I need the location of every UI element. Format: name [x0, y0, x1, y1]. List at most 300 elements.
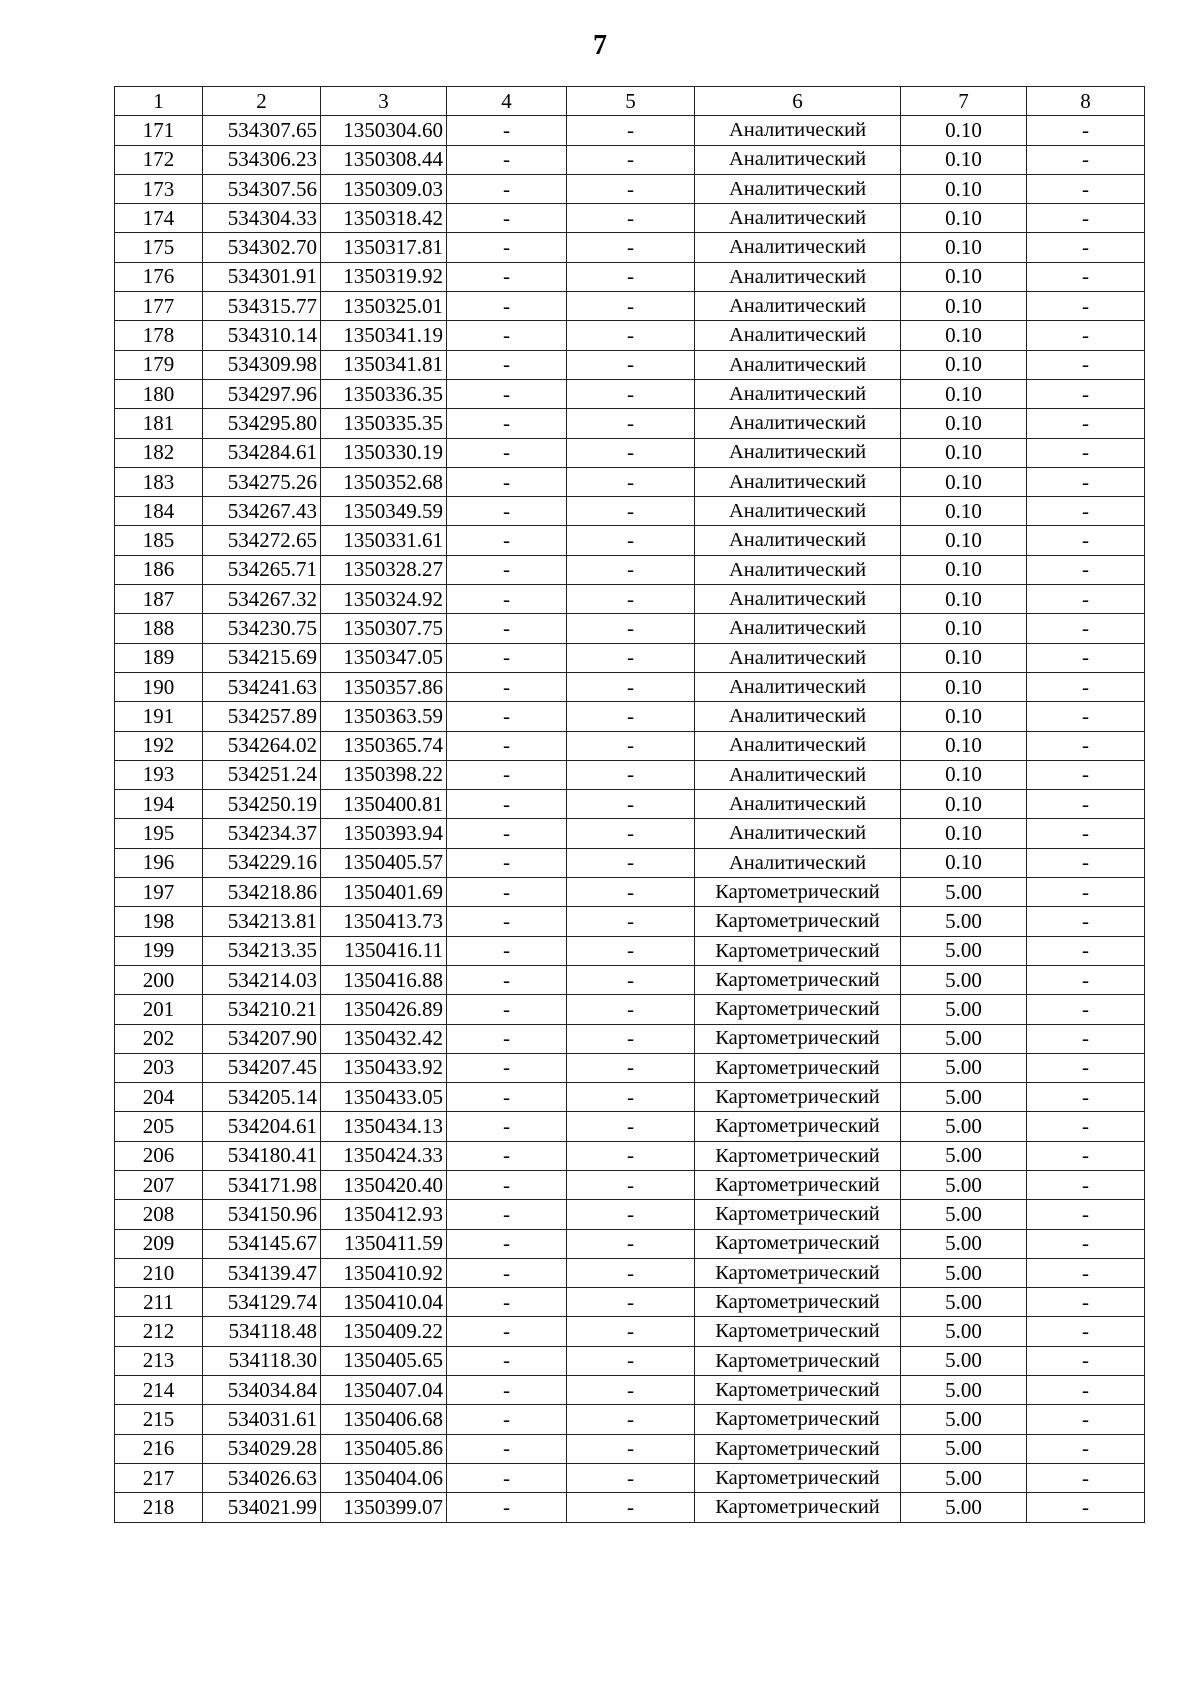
table-row [115, 409, 1145, 438]
accuracy: 5.00 [901, 1258, 1027, 1287]
column-5-value: - [567, 760, 695, 789]
column-4-value: - [447, 878, 567, 907]
accuracy: 0.10 [901, 409, 1027, 438]
column-4-value: - [447, 760, 567, 789]
column-8-value: - [1027, 585, 1145, 614]
column-5-value: - [567, 731, 695, 760]
column-8-value: - [1027, 1376, 1145, 1405]
point-number: 194 [115, 790, 203, 819]
coordinate-y: 1350331.61 [321, 526, 447, 555]
column-5-value: - [567, 936, 695, 965]
method: Картометрический [695, 1141, 901, 1170]
coordinate-x: 534297.96 [203, 379, 321, 408]
point-number: 195 [115, 819, 203, 848]
accuracy: 5.00 [901, 1434, 1027, 1463]
point-number: 181 [115, 409, 203, 438]
accuracy: 0.10 [901, 262, 1027, 291]
column-5-value: - [567, 145, 695, 174]
point-number: 182 [115, 438, 203, 467]
coordinate-x: 534304.33 [203, 204, 321, 233]
column-5-value: - [567, 965, 695, 994]
coordinate-y: 1350319.92 [321, 262, 447, 291]
accuracy: 0.10 [901, 321, 1027, 350]
point-number: 185 [115, 526, 203, 555]
table-row [115, 116, 1145, 145]
column-4-value: - [447, 1053, 567, 1082]
accuracy: 0.10 [901, 702, 1027, 731]
column-8-value: - [1027, 1024, 1145, 1053]
method: Аналитический [695, 438, 901, 467]
column-header: 6 [695, 87, 901, 116]
table-row [115, 379, 1145, 408]
method: Картометрический [695, 1434, 901, 1463]
column-5-value: - [567, 672, 695, 701]
table-row [115, 262, 1145, 291]
point-number: 175 [115, 233, 203, 262]
table-row [115, 936, 1145, 965]
coordinate-y: 1350399.07 [321, 1493, 447, 1522]
table-row [115, 526, 1145, 555]
column-4-value: - [447, 672, 567, 701]
coordinate-y: 1350406.68 [321, 1405, 447, 1434]
coordinate-x: 534213.35 [203, 936, 321, 965]
accuracy: 0.10 [901, 760, 1027, 789]
coordinate-y: 1350424.33 [321, 1141, 447, 1170]
column-8-value: - [1027, 878, 1145, 907]
column-4-value: - [447, 585, 567, 614]
column-5-value: - [567, 1493, 695, 1522]
column-4-value: - [447, 790, 567, 819]
coordinate-x: 534267.43 [203, 497, 321, 526]
coordinate-y: 1350410.04 [321, 1288, 447, 1317]
column-8-value: - [1027, 321, 1145, 350]
column-5-value: - [567, 233, 695, 262]
method: Аналитический [695, 585, 901, 614]
column-4-value: - [447, 702, 567, 731]
column-8-value: - [1027, 1405, 1145, 1434]
accuracy: 5.00 [901, 1024, 1027, 1053]
coordinate-x: 534275.26 [203, 467, 321, 496]
column-5-value: - [567, 204, 695, 233]
column-8-value: - [1027, 438, 1145, 467]
coordinate-x: 534306.23 [203, 145, 321, 174]
method: Картометрический [695, 1170, 901, 1199]
point-number: 209 [115, 1229, 203, 1258]
accuracy: 0.10 [901, 467, 1027, 496]
table-row [115, 145, 1145, 174]
coordinate-x: 534229.16 [203, 848, 321, 877]
column-4-value: - [447, 379, 567, 408]
accuracy: 5.00 [901, 965, 1027, 994]
point-number: 174 [115, 204, 203, 233]
column-8-value: - [1027, 555, 1145, 584]
coordinate-x: 534214.03 [203, 965, 321, 994]
column-5-value: - [567, 790, 695, 819]
coordinate-y: 1350336.35 [321, 379, 447, 408]
coordinate-y: 1350357.86 [321, 672, 447, 701]
accuracy: 5.00 [901, 1200, 1027, 1229]
coordinate-x: 534215.69 [203, 643, 321, 672]
page-number: 7 [593, 30, 607, 61]
point-number: 200 [115, 965, 203, 994]
column-8-value: - [1027, 350, 1145, 379]
coordinate-y: 1350308.44 [321, 145, 447, 174]
column-4-value: - [447, 1463, 567, 1492]
coordinate-x: 534210.21 [203, 995, 321, 1024]
coordinate-y: 1350393.94 [321, 819, 447, 848]
method: Картометрический [695, 1112, 901, 1141]
coordinate-x: 534272.65 [203, 526, 321, 555]
coordinate-x: 534309.98 [203, 350, 321, 379]
point-number: 193 [115, 760, 203, 789]
coordinate-y: 1350434.13 [321, 1112, 447, 1141]
column-5-value: - [567, 907, 695, 936]
accuracy: 5.00 [901, 1229, 1027, 1258]
coordinate-y: 1350401.69 [321, 878, 447, 907]
column-5-value: - [567, 321, 695, 350]
point-number: 179 [115, 350, 203, 379]
coordinate-x: 534315.77 [203, 292, 321, 321]
coordinate-x: 534205.14 [203, 1083, 321, 1112]
accuracy: 5.00 [901, 995, 1027, 1024]
coordinate-y: 1350325.01 [321, 292, 447, 321]
point-number: 178 [115, 321, 203, 350]
coordinate-y: 1350363.59 [321, 702, 447, 731]
method: Аналитический [695, 497, 901, 526]
accuracy: 5.00 [901, 1083, 1027, 1112]
column-5-value: - [567, 555, 695, 584]
column-8-value: - [1027, 116, 1145, 145]
accuracy: 5.00 [901, 1053, 1027, 1082]
column-5-value: - [567, 585, 695, 614]
column-5-value: - [567, 702, 695, 731]
column-8-value: - [1027, 995, 1145, 1024]
table-row [115, 790, 1145, 819]
coordinate-y: 1350413.73 [321, 907, 447, 936]
coordinate-y: 1350433.92 [321, 1053, 447, 1082]
column-8-value: - [1027, 497, 1145, 526]
table-row [115, 672, 1145, 701]
column-4-value: - [447, 1112, 567, 1141]
method: Картометрический [695, 1288, 901, 1317]
table-row [115, 1200, 1145, 1229]
column-8-value: - [1027, 1463, 1145, 1492]
method: Аналитический [695, 467, 901, 496]
table-row [115, 878, 1145, 907]
coordinate-x: 534180.41 [203, 1141, 321, 1170]
column-header: 4 [447, 87, 567, 116]
column-8-value: - [1027, 731, 1145, 760]
coordinate-x: 534204.61 [203, 1112, 321, 1141]
column-4-value: - [447, 1288, 567, 1317]
method: Картометрический [695, 1463, 901, 1492]
method: Картометрический [695, 1493, 901, 1522]
coordinate-y: 1350347.05 [321, 643, 447, 672]
column-8-value: - [1027, 204, 1145, 233]
column-5-value: - [567, 1258, 695, 1287]
coordinates-table [114, 86, 1145, 1523]
coordinate-y: 1350349.59 [321, 497, 447, 526]
coordinate-y: 1350398.22 [321, 760, 447, 789]
column-4-value: - [447, 995, 567, 1024]
coordinate-y: 1350307.75 [321, 614, 447, 643]
column-header: 1 [115, 87, 203, 116]
table-row [115, 292, 1145, 321]
method: Картометрический [695, 1024, 901, 1053]
column-8-value: - [1027, 292, 1145, 321]
table-row [115, 321, 1145, 350]
point-number: 173 [115, 174, 203, 203]
column-5-value: - [567, 1053, 695, 1082]
method: Картометрический [695, 1376, 901, 1405]
column-4-value: - [447, 907, 567, 936]
point-number: 171 [115, 116, 203, 145]
method: Картометрический [695, 995, 901, 1024]
column-8-value: - [1027, 819, 1145, 848]
column-5-value: - [567, 1317, 695, 1346]
column-header: 3 [321, 87, 447, 116]
column-5-value: - [567, 819, 695, 848]
table-row [115, 1053, 1145, 1082]
column-header: 7 [901, 87, 1027, 116]
column-4-value: - [447, 936, 567, 965]
coordinate-y: 1350317.81 [321, 233, 447, 262]
method: Аналитический [695, 379, 901, 408]
table-row [115, 204, 1145, 233]
method: Картометрический [695, 1346, 901, 1375]
point-number: 211 [115, 1288, 203, 1317]
table-row [115, 995, 1145, 1024]
method: Аналитический [695, 262, 901, 291]
coordinate-y: 1350328.27 [321, 555, 447, 584]
point-number: 203 [115, 1053, 203, 1082]
coordinate-y: 1350412.93 [321, 1200, 447, 1229]
coordinate-x: 534267.32 [203, 585, 321, 614]
coordinate-y: 1350309.03 [321, 174, 447, 203]
column-header: 5 [567, 87, 695, 116]
column-4-value: - [447, 1317, 567, 1346]
column-4-value: - [447, 497, 567, 526]
column-8-value: - [1027, 672, 1145, 701]
accuracy: 5.00 [901, 936, 1027, 965]
coordinate-y: 1350426.89 [321, 995, 447, 1024]
column-8-value: - [1027, 760, 1145, 789]
coordinate-y: 1350409.22 [321, 1317, 447, 1346]
table-row [115, 643, 1145, 672]
coordinate-x: 534118.30 [203, 1346, 321, 1375]
table-row [115, 731, 1145, 760]
point-number: 196 [115, 848, 203, 877]
table-row [115, 233, 1145, 262]
method: Аналитический [695, 145, 901, 174]
accuracy: 0.10 [901, 379, 1027, 408]
point-number: 207 [115, 1170, 203, 1199]
accuracy: 5.00 [901, 1493, 1027, 1522]
column-5-value: - [567, 379, 695, 408]
column-5-value: - [567, 1346, 695, 1375]
method: Картометрический [695, 1258, 901, 1287]
column-8-value: - [1027, 1346, 1145, 1375]
accuracy: 5.00 [901, 1376, 1027, 1405]
column-5-value: - [567, 467, 695, 496]
column-4-value: - [447, 1024, 567, 1053]
column-4-value: - [447, 1200, 567, 1229]
column-5-value: - [567, 1463, 695, 1492]
column-8-value: - [1027, 1053, 1145, 1082]
point-number: 183 [115, 467, 203, 496]
method: Аналитический [695, 848, 901, 877]
column-5-value: - [567, 1200, 695, 1229]
method: Аналитический [695, 643, 901, 672]
column-5-value: - [567, 409, 695, 438]
accuracy: 0.10 [901, 555, 1027, 584]
table-row [115, 965, 1145, 994]
column-4-value: - [447, 1258, 567, 1287]
coordinate-y: 1350405.65 [321, 1346, 447, 1375]
accuracy: 5.00 [901, 1405, 1027, 1434]
column-4-value: - [447, 1493, 567, 1522]
column-8-value: - [1027, 174, 1145, 203]
point-number: 189 [115, 643, 203, 672]
coordinate-y: 1350341.19 [321, 321, 447, 350]
table-row [115, 1463, 1145, 1492]
table-row [115, 702, 1145, 731]
coordinate-x: 534218.86 [203, 878, 321, 907]
table-row [115, 1376, 1145, 1405]
column-8-value: - [1027, 1112, 1145, 1141]
coordinate-x: 534295.80 [203, 409, 321, 438]
column-5-value: - [567, 1434, 695, 1463]
coordinate-x: 534310.14 [203, 321, 321, 350]
accuracy: 0.10 [901, 233, 1027, 262]
method: Аналитический [695, 672, 901, 701]
method: Картометрический [695, 1083, 901, 1112]
coordinate-y: 1350400.81 [321, 790, 447, 819]
point-number: 205 [115, 1112, 203, 1141]
column-8-value: - [1027, 262, 1145, 291]
point-number: 208 [115, 1200, 203, 1229]
table-row [115, 1405, 1145, 1434]
accuracy: 0.10 [901, 672, 1027, 701]
accuracy: 0.10 [901, 731, 1027, 760]
coordinate-x: 534207.90 [203, 1024, 321, 1053]
table-row [115, 1170, 1145, 1199]
method: Аналитический [695, 174, 901, 203]
column-8-value: - [1027, 790, 1145, 819]
coordinate-x: 534026.63 [203, 1463, 321, 1492]
coordinate-y: 1350405.86 [321, 1434, 447, 1463]
table-row [115, 438, 1145, 467]
method: Аналитический [695, 702, 901, 731]
point-number: 214 [115, 1376, 203, 1405]
column-8-value: - [1027, 1083, 1145, 1112]
coordinate-x: 534234.37 [203, 819, 321, 848]
coordinate-x: 534034.84 [203, 1376, 321, 1405]
method: Аналитический [695, 526, 901, 555]
column-5-value: - [567, 350, 695, 379]
table-row [115, 1112, 1145, 1141]
accuracy: 5.00 [901, 1170, 1027, 1199]
coordinate-x: 534241.63 [203, 672, 321, 701]
coordinate-y: 1350324.92 [321, 585, 447, 614]
column-4-value: - [447, 1141, 567, 1170]
column-5-value: - [567, 174, 695, 203]
coordinate-x: 534031.61 [203, 1405, 321, 1434]
column-8-value: - [1027, 1200, 1145, 1229]
column-5-value: - [567, 878, 695, 907]
column-4-value: - [447, 1376, 567, 1405]
column-4-value: - [447, 526, 567, 555]
table-body [115, 116, 1145, 1522]
coordinate-y: 1350352.68 [321, 467, 447, 496]
column-8-value: - [1027, 702, 1145, 731]
column-5-value: - [567, 995, 695, 1024]
point-number: 204 [115, 1083, 203, 1112]
point-number: 191 [115, 702, 203, 731]
table-row [115, 760, 1145, 789]
column-5-value: - [567, 1170, 695, 1199]
table-row [115, 1317, 1145, 1346]
coordinate-y: 1350433.05 [321, 1083, 447, 1112]
column-4-value: - [447, 438, 567, 467]
column-5-value: - [567, 1112, 695, 1141]
coordinate-x: 534250.19 [203, 790, 321, 819]
column-4-value: - [447, 1346, 567, 1375]
point-number: 210 [115, 1258, 203, 1287]
table-row [115, 614, 1145, 643]
column-8-value: - [1027, 936, 1145, 965]
table-header-row [115, 87, 1145, 116]
column-4-value: - [447, 174, 567, 203]
accuracy: 0.10 [901, 790, 1027, 819]
column-8-value: - [1027, 907, 1145, 936]
column-5-value: - [567, 1083, 695, 1112]
column-8-value: - [1027, 1317, 1145, 1346]
point-number: 190 [115, 672, 203, 701]
accuracy: 5.00 [901, 1112, 1027, 1141]
coordinate-y: 1350416.88 [321, 965, 447, 994]
accuracy: 0.10 [901, 848, 1027, 877]
accuracy: 0.10 [901, 497, 1027, 526]
column-8-value: - [1027, 965, 1145, 994]
method: Аналитический [695, 292, 901, 321]
coordinate-x: 534021.99 [203, 1493, 321, 1522]
method: Картометрический [695, 936, 901, 965]
table-row [115, 848, 1145, 877]
column-5-value: - [567, 643, 695, 672]
point-number: 177 [115, 292, 203, 321]
column-4-value: - [447, 262, 567, 291]
table-row [115, 174, 1145, 203]
table-row [115, 1434, 1145, 1463]
point-number: 199 [115, 936, 203, 965]
accuracy: 5.00 [901, 1346, 1027, 1375]
column-4-value: - [447, 1229, 567, 1258]
point-number: 213 [115, 1346, 203, 1375]
coordinate-x: 534264.02 [203, 731, 321, 760]
coordinate-y: 1350420.40 [321, 1170, 447, 1199]
column-5-value: - [567, 116, 695, 145]
coordinate-x: 534145.67 [203, 1229, 321, 1258]
accuracy: 5.00 [901, 1141, 1027, 1170]
point-number: 180 [115, 379, 203, 408]
method: Аналитический [695, 819, 901, 848]
point-number: 201 [115, 995, 203, 1024]
column-4-value: - [447, 1170, 567, 1199]
coordinate-y: 1350304.60 [321, 116, 447, 145]
accuracy: 0.10 [901, 174, 1027, 203]
column-4-value: - [447, 1405, 567, 1434]
